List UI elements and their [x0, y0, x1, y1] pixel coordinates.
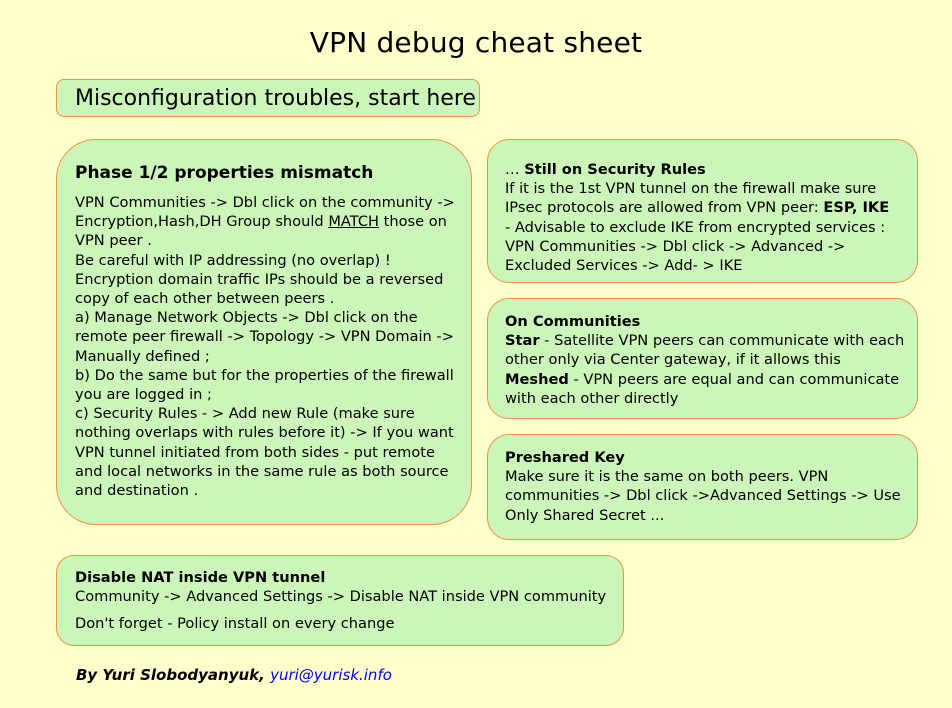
card-text: Community -> Advanced Settings -> Disable NAT inside VPN community	[75, 588, 607, 606]
card-text: Be careful with IP addressing (no overlap) !	[75, 251, 391, 269]
card-communities	[487, 298, 918, 419]
author-credit	[76, 666, 392, 684]
section-banner: Misconfiguration troubles, start here	[56, 79, 480, 117]
text-fragment: If it is the 1st VPN tunnel on the firewall make sure IPsec protocols are allowed from VPN peer:	[505, 180, 877, 217]
page-title: VPN debug cheat sheet	[309, 26, 643, 59]
star-label: Star	[505, 332, 540, 350]
author-name: By Yuri Slobodyanyuk,	[76, 666, 271, 684]
card-text: - Advisable to exclude IKE from encrypted services : VPN Communities -> Dbl click -> Advanced -> Excluded Services -> Add- > IKE	[505, 218, 886, 275]
card-text	[505, 331, 911, 369]
card-heading: Preshared Key	[505, 449, 625, 466]
card-heading: On Communities	[505, 313, 641, 330]
match-emphasis: MATCH	[328, 213, 379, 231]
card-text: a) Manage Network Objects -> Dbl click on the remote peer firewall -> Topology -> VPN Domain -> Manually defined ;	[75, 309, 454, 365]
text-fragment: those on VPN peer .	[75, 213, 447, 250]
author-email-link[interactable]: yuri@yurisk.info	[270, 666, 392, 684]
meshed-label: Meshed	[505, 370, 569, 388]
card-security-rules	[487, 139, 918, 283]
card-text: Encryption domain traffic IPs should be a reversed copy of each other between peers .	[75, 270, 444, 308]
card-disable-nat	[56, 555, 624, 646]
text-fragment: - VPN peers are equal and can communicate with each other directly	[505, 370, 900, 407]
card-text: c) Security Rules - > Add new Rule (make sure nothing overlaps with rules before it) -> If you want VPN tunnel initiated from both sides - put remote and local networks in the same rule as both source and destination .	[75, 405, 454, 500]
text-fragment: …	[505, 161, 525, 178]
card-phase-mismatch	[56, 139, 472, 525]
card-text	[505, 179, 911, 217]
card-heading: Disable NAT inside VPN tunnel	[75, 569, 326, 586]
card-heading	[505, 160, 911, 179]
text-fragment: VPN Communities -> Dbl click on the community -> Encryption,Hash,DH Group should	[75, 194, 455, 231]
card-text: Don't forget - Policy install on every change	[75, 615, 395, 633]
card-heading: Phase 1/2 properties mismatch	[75, 163, 374, 183]
heading-text: Still on Security Rules	[524, 161, 706, 178]
card-preshared-key	[487, 434, 918, 540]
text-fragment: - Satellite VPN peers can communicate with each other only via Center gateway, if it allows this	[505, 332, 905, 369]
card-text: Make sure it is the same on both peers. VPN communities -> Dbl click ->Advanced Settings -> Use Only Shared Secret ...	[505, 468, 901, 524]
protocols-emphasis: ESP, IKE	[823, 199, 890, 217]
card-text: b) Do the same but for the properties of the firewall you are logged in ;	[75, 366, 454, 404]
card-text	[505, 370, 911, 408]
card-text	[75, 193, 461, 251]
